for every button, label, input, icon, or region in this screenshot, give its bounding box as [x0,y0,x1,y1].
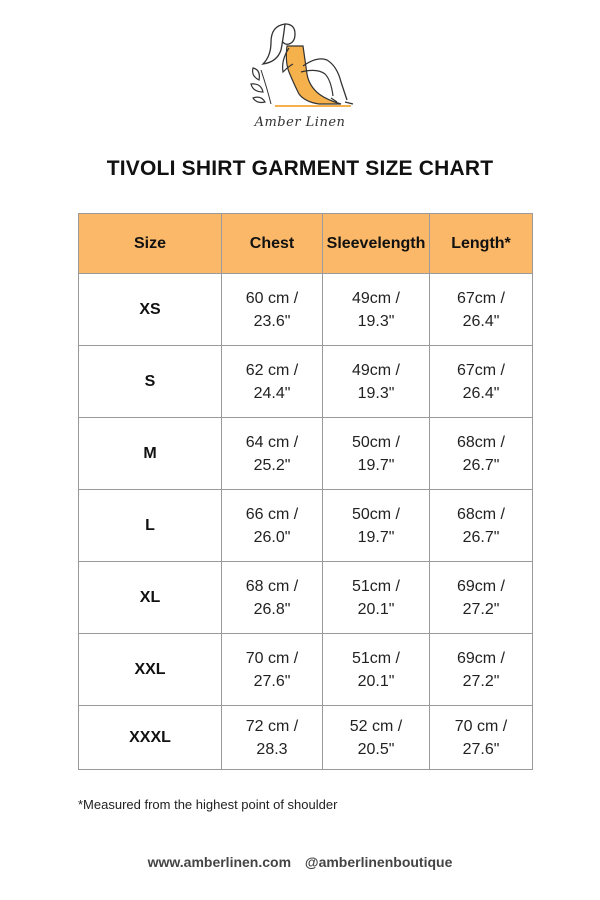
social-handle[interactable]: @amberlinenboutique [304,854,453,870]
length-cell: 69cm / 27.2" [430,562,533,634]
chest-cell: 60 cm / 23.6" [222,274,323,346]
length-cell: 67cm / 26.4" [430,346,533,418]
woman-sitting-illustration-icon [245,18,355,110]
length-cell: 68cm / 26.7" [430,490,533,562]
table-row [79,706,533,770]
header-chest: Chest [222,214,323,274]
chest-cell: 68 cm / 26.8" [222,562,323,634]
size-chart-table [78,213,533,770]
header-sleeve-length: Sleevelength [323,214,430,274]
table-row [79,562,533,634]
brand-name: Amber Linen [254,115,346,130]
sleeve-cell: 51cm / 20.1" [323,634,430,706]
sleeve-cell: 49cm / 19.3" [323,274,430,346]
chest-cell: 62 cm / 24.4" [222,346,323,418]
website-link[interactable]: www.amberlinen.com [147,854,292,870]
length-cell: 67cm / 26.4" [430,274,533,346]
header-length: Length* [430,214,533,274]
chest-cell: 70 cm / 27.6" [222,634,323,706]
chest-cell: 64 cm / 25.2" [222,418,323,490]
size-cell: XL [79,562,222,634]
table-row [79,346,533,418]
header-size: Size [79,214,222,274]
sleeve-cell: 52 cm / 20.5" [323,706,430,770]
footnote: *Measured from the highest point of shoulder [78,797,338,812]
length-cell: 70 cm / 27.6" [430,706,533,770]
table-row [79,274,533,346]
size-cell: M [79,418,222,490]
length-cell: 69cm / 27.2" [430,634,533,706]
size-cell: XXXL [79,706,222,770]
size-cell: XXL [79,634,222,706]
table-header-row [79,214,533,274]
sleeve-cell: 50cm / 19.7" [323,418,430,490]
footer [0,854,600,870]
sleeve-cell: 51cm / 20.1" [323,562,430,634]
table-row [79,418,533,490]
size-cell: S [79,346,222,418]
size-cell: XS [79,274,222,346]
size-cell: L [79,490,222,562]
chest-cell: 66 cm / 26.0" [222,490,323,562]
page-title: TIVOLI SHIRT GARMENT SIZE CHART [106,157,494,180]
table-row [79,634,533,706]
table-row [79,490,533,562]
sleeve-cell: 49cm / 19.3" [323,346,430,418]
length-cell: 68cm / 26.7" [430,418,533,490]
chest-cell: 72 cm / 28.3 [222,706,323,770]
brand-logo [240,18,360,136]
sleeve-cell: 50cm / 19.7" [323,490,430,562]
